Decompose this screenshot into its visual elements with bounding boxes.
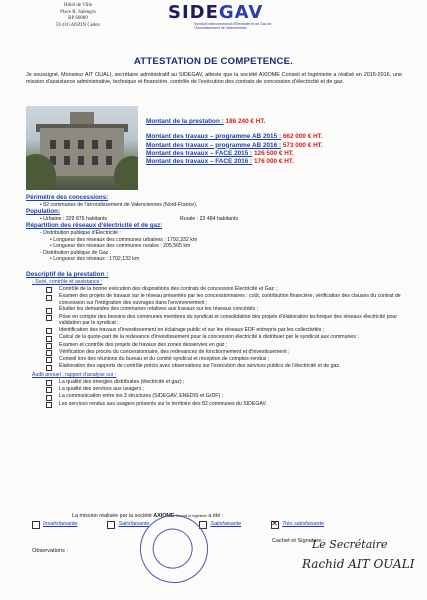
- checkbox[interactable]: [107, 521, 115, 529]
- audit-item: Les services rendus aux usagers présents sur le territoire des 82 communes du SIDEGAV.: [26, 401, 406, 408]
- audit-item: La qualité des services aux usagers ;: [26, 386, 406, 393]
- sender-address: [30, 3, 126, 29]
- checkbox-icon: [46, 343, 52, 349]
- suivi-item: Examen des projets de travaux sur le réseau présentés par les concessionnaires : coût, contribution financière, vérification des clauses du contrat de concession sur l'intégration des ouvrages dans l'environnement ;: [26, 293, 406, 306]
- checkbox-icon: [46, 387, 52, 393]
- checkbox-icon: [46, 315, 52, 321]
- suivi-item: Vérification des procès du concessionnaire, des redevances de fonctionnement et d'investissement ;: [26, 349, 406, 356]
- address-line: BP 60089: [68, 16, 88, 21]
- rating-option-satisfaisante-2[interactable]: Satisfaisante: [199, 520, 241, 529]
- population-heading: Population:: [26, 208, 61, 216]
- handwritten-signature: Le Secrétaire Rachid AIT OUALI: [302, 538, 415, 571]
- checkbox-checked[interactable]: [271, 521, 279, 529]
- rating-option-tres-satisfaisante[interactable]: ✕ Très satisfaisante: [271, 520, 324, 529]
- address-line: Place R. Salengro: [60, 9, 96, 15]
- suivi-title: - Suivi, contrôle et assistance :: [32, 278, 103, 285]
- checkbox-icon: [46, 287, 52, 293]
- signature-label: Cachet et Signature :: [272, 538, 325, 544]
- intro-paragraph: Je soussigné, Monsieur AIT OUALI, secrétaire administratif au SIDEGAV, atteste que la société AXIOME Conseil et Ingénierie a réalisé en 2015-2016, une mission d'assistance administrative, technique et financière, contrôle de l'exécution des contrats de concession d'électricité et de gaz.: [26, 72, 402, 86]
- suivi-item: Calcul de la quote-part de la redevance d'investissement pour la concession électricité à distribuer par le syndicat aux communes ;: [26, 334, 406, 341]
- document-body: [26, 194, 406, 408]
- perimetre-item: • 82 communes de l'arrondissement de Valenciennes (Nord-France).: [40, 201, 198, 208]
- rating-option-insatisfaisante[interactable]: Insatisfaisante: [32, 520, 77, 529]
- amount-face-2016: Montant des travaux – FACE 2016 : 176 000 € HT.: [146, 158, 294, 166]
- checkbox-icon: [46, 365, 52, 371]
- elec-line: • Longueur des réseaux des communes urbaines : 1792,332 km: [50, 236, 198, 243]
- gaz-line: • Longueur des réseaux : 1792,132 km: [50, 256, 140, 263]
- audit-item: La qualité des énergies distribuées (électricité et gaz) ;: [26, 379, 406, 386]
- document-title: ATTESTATION DE COMPETENCE.: [133, 56, 294, 67]
- amount-ab-2015: Montant des travaux – programme AB 2015 : 662 000 € HT.: [146, 133, 323, 141]
- address-line: Hôtel de Ville: [64, 3, 92, 8]
- rating-options: [32, 520, 402, 529]
- checkbox-icon: [46, 402, 52, 408]
- audit-item: La communication entre les 3 structures (SIDEGAV, ENEDIS et GrDF) ;: [26, 393, 406, 400]
- suivi-item: Contrôle de la bonne exécution des dispositions des contrats de concession Électricité et Gaz ;: [26, 286, 406, 293]
- checkbox-icon: [46, 380, 52, 386]
- audit-title: Audit annuel : rapport d'analyse sur :: [32, 371, 117, 378]
- gaz-title: - Distribution publique de Gaz :: [40, 249, 112, 256]
- prestation-heading: Descriptif de la prestation :: [26, 270, 109, 278]
- suivi-item: Identification des travaux d'investissement en éclairage public et sur les réseaux EDF entrepris par les collectivités ;: [26, 327, 406, 334]
- suivi-item: Examen et contrôle des projets de travaux des zones desservies en gaz ;: [26, 342, 406, 349]
- checkbox[interactable]: [32, 521, 40, 529]
- perimetre-heading: Périmètre des concessions:: [26, 194, 109, 201]
- rating-option-satisfaisante-1[interactable]: Satisfaisante: [107, 520, 149, 529]
- suivi-item: Élaboration des rapports de contrôle précis avec observations sur l'exécution des services publics de l'électricité et de gaz.: [26, 363, 406, 370]
- logo-tagline: Syndicat Intercommunal d'Électricité et de Gaz de l'Arrondissement de Valenciennes: [194, 22, 272, 31]
- suivi-item: Prise en compte des besoins des communes membres du syndicat et consolidation des projets d'élaboration technique des réseaux électricité pour validation par le syndicat ;: [26, 314, 406, 327]
- suivi-item: Étudier les demandes des communes relatives aux travaux sur les réseaux concédés ;: [26, 306, 406, 313]
- population-row: • Urbaine : 329 875 habitants Rurale : 23 484 habitants: [40, 215, 238, 222]
- elec-title: - Distribution publique d'Électricité :: [40, 229, 121, 236]
- town-hall-photo: [26, 106, 138, 190]
- address-line: 59 416 ANZIN Cedex: [55, 22, 101, 28]
- checkbox-icon: [46, 328, 52, 334]
- amount-prestation: Montant de la prestation : 186 240 € HT.: [146, 118, 266, 125]
- checkbox-icon: [46, 295, 52, 301]
- elec-line: • Longueur des réseaux des communes rurales : 205,565 km: [50, 243, 191, 250]
- suivi-item: Conseil lors des réunions du bureau et du comité syndical et réception de comptes-rendus ;: [26, 356, 406, 363]
- observations-label: Observations :: [32, 548, 69, 554]
- sidegav-logo: [168, 4, 274, 30]
- checkbox-icon: [46, 357, 52, 363]
- amount-ab-2016: Montant des travaux – programme AB 2016 : 573 000 € HT.: [146, 141, 323, 149]
- checkbox-icon: [46, 350, 52, 356]
- amounts-block: [146, 118, 323, 166]
- rating-block: [32, 512, 402, 529]
- amount-face-2015: Montant des travaux – FACE 2015 : 126 500 € HT.: [146, 149, 294, 157]
- logo-name: SIDE GAV: [168, 2, 264, 23]
- checkbox-icon: [46, 336, 52, 342]
- checkbox-icon: [46, 395, 52, 401]
- reseaux-heading: Répartition des réseaux d'électricité et de gaz:: [26, 222, 163, 230]
- checkbox-icon: [46, 308, 52, 314]
- rating-sentence: La mission réalisée par la société AXIOME Conseil et Ingénierie a été :: [72, 513, 224, 519]
